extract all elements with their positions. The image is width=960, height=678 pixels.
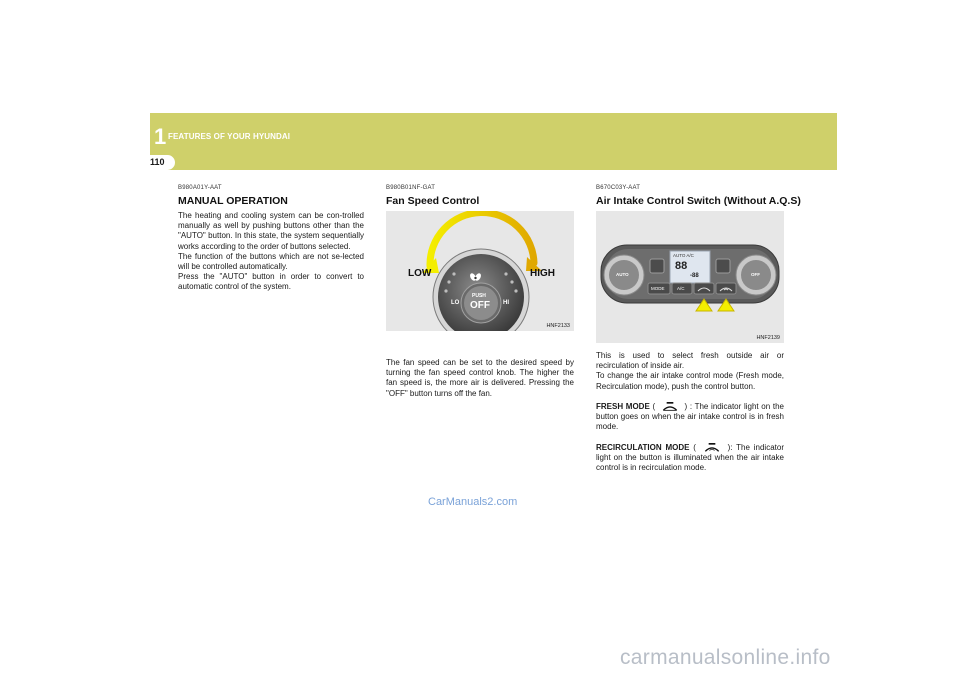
figure-tag: HNF2139 [756, 335, 780, 341]
chapter-title: FEATURES OF YOUR HYUNDAI [168, 132, 291, 141]
fan-speed-section [386, 185, 574, 399]
recirculation-mode-label: RECIRCULATION MODE [596, 442, 690, 452]
knob-hi-label: HI [503, 300, 509, 306]
off-label: OFF [470, 300, 490, 311]
watermark-link[interactable]: CarManuals2.com [428, 496, 518, 508]
fresh-mode-paragraph: FRESH MODE ( ) : The indicator light on the button goes on when the air intake control is in fresh mode. [596, 401, 784, 432]
display-digits: 88 [675, 260, 688, 272]
chapter-number: 1 [154, 124, 167, 149]
manual-operation-section [178, 185, 364, 293]
section-heading: MANUAL OPERATION [178, 195, 288, 207]
fresh-mode-icon [660, 402, 680, 412]
push-label: PUSH [472, 293, 486, 299]
page-number: 110 [150, 157, 165, 167]
climate-panel-figure [596, 211, 784, 343]
fresh-mode-label: FRESH MODE [596, 401, 650, 411]
low-label: LOW [408, 268, 432, 279]
recirculation-mode-paragraph: RECIRCULATION MODE ( ): The indicator light on the button is illuminated when the air intake control is in recirculation mode. [596, 442, 784, 473]
display-small-digits: -88 [690, 273, 699, 279]
mode-button-label: MODE [651, 286, 665, 291]
display-mode-text: AUTO A/C [673, 253, 694, 258]
high-label: HIGH [530, 268, 555, 279]
knob-lo-label: LO [451, 300, 460, 306]
fan-knob-figure [386, 211, 574, 331]
auto-knob-label: AUTO [616, 272, 629, 277]
footer-watermark: carmanualsonline.info [620, 646, 831, 669]
section-heading: Fan Speed Control [386, 195, 480, 207]
section-body: The heating and cooling system can be con-trolled manually as well by pushing buttons other than the "AUTO" button. In this state, the system sequentially works according to the order of buttons selected. The function of the buttons which are not se-lected will be controlled automatically. Press the "AUTO" button in order to convert to automatic control of the system. [178, 211, 364, 292]
off-knob-label: OFF [751, 272, 760, 277]
section-body: This is used to select fresh outside air or recirculation of inside air. To change the air intake control mode (Fresh mode, Recirculation mode), push the control button. [596, 351, 784, 391]
ac-button-label: A/C [677, 286, 685, 291]
section-code: B980B01NF-GAT [386, 185, 436, 191]
header-band [150, 113, 837, 170]
air-intake-section [596, 185, 801, 473]
section-code: B980A01Y-AAT [178, 185, 222, 191]
section-code: B670C03Y-AAT [596, 185, 641, 191]
recirculation-mode-icon [702, 443, 722, 453]
section-heading: Air Intake Control Switch (Without A.Q.S) [596, 195, 801, 207]
section-body: The fan speed can be set to the desired speed by turning the fan speed control knob. The higher the fan speed is, the more air is delivered. Pressing the "OFF" button turns off the fan. [386, 358, 574, 398]
figure-tag: HNF2133 [546, 323, 570, 329]
